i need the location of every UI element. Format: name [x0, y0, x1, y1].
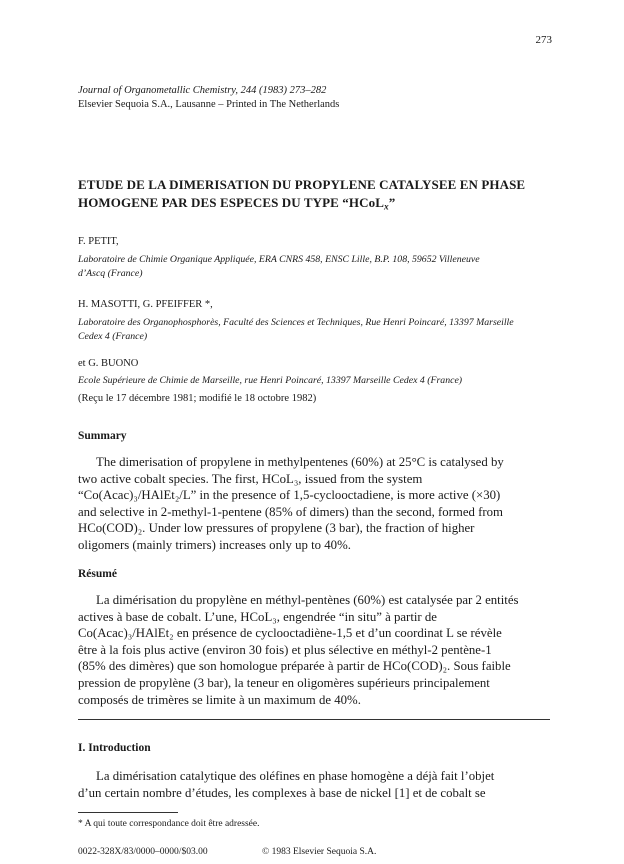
- introduction-heading: I. Introduction: [78, 742, 151, 754]
- introduction-line-2: d’un certain nombre d’études, les complexes à base de nickel [1] et de cobalt se: [78, 785, 486, 800]
- author-1-affiliation: [78, 253, 558, 281]
- resume-body: [78, 592, 550, 708]
- resume-line-6: pression de propylène (3 bar), la teneur en oligomères supérieurs principalement: [78, 675, 490, 690]
- author-2-affiliation-line-1: Laboratoire des Organophosphorès, Faculté des Sciences et Techniques, Rue Henri Poincaré, 13397 Marseille: [78, 317, 514, 328]
- summary-line-6: oligomers (mainly trimers) increases only up to 40%.: [78, 537, 351, 552]
- summary-line-5: HCo(COD)₂. Under low pressures of propylene (3 bar), the fraction of higher: [78, 521, 475, 536]
- journal-publisher: Elsevier Sequoia S.A., Lausanne – Printed in The Netherlands: [78, 99, 340, 110]
- author-2-name: H. MASOTTI, G. PFEIFFER *,: [78, 299, 213, 310]
- resume-heading: Résumé: [78, 568, 117, 580]
- article-title: [78, 176, 558, 216]
- summary-line-4: and selective in 2-methyl-1-pentene (85% of dimers) than the second, formed from: [78, 504, 503, 519]
- summary-line-1: The dimerisation of propylene in methylpentenes (60%) at 25°C is catalysed by: [96, 455, 504, 469]
- author-1-affiliation-line-1: Laboratoire de Chimie Organique Appliquée, ERA CNRS 458, ENSC Lille, B.P. 108, 59652 Villeneuve: [78, 254, 480, 265]
- journal-header: [78, 84, 339, 112]
- title-line-2-text: HOMOGENE PAR DES ESPECES DU TYPE “HCoL: [78, 195, 384, 210]
- footnote-rule: [78, 812, 178, 813]
- author-3-name: et G. BUONO: [78, 358, 139, 369]
- introduction-body: [78, 768, 550, 801]
- footer-code: 0022-328X/83/0000–0000/$03.00: [78, 847, 208, 857]
- received-date: (Reçu le 17 décembre 1981; modifié le 18 octobre 1982): [78, 393, 317, 404]
- resume-line-4: être à la fois plus active (environ 30 fois) et plus sélective en méthyl-2 pentène-1: [78, 642, 492, 657]
- title-subscript: x: [383, 202, 389, 213]
- journal-citation: Journal of Organometallic Chemistry, 244 (1983) 273–282: [78, 85, 327, 96]
- summary-line-2: two active cobalt species. The first, HCoL₃, issued from the system: [78, 471, 423, 486]
- author-2-affiliation: [78, 316, 558, 344]
- title-line-2: [78, 194, 558, 216]
- author-2-affiliation-line-2: Cedex 4 (France): [78, 331, 148, 342]
- resume-line-1: La dimérisation du propylène en méthyl-pentènes (60%) est catalysée par 2 entités: [96, 593, 519, 607]
- author-3-affiliation: [78, 374, 558, 388]
- title-line-2-end: ”: [388, 195, 396, 210]
- title-line-1: ETUDE DE LA DIMERISATION DU PROPYLENE CATALYSEE EN PHASE: [78, 177, 526, 192]
- author-1-affiliation-line-2: d’Ascq (France): [78, 268, 143, 279]
- summary-heading: Summary: [78, 430, 127, 442]
- page-number: 273: [535, 34, 552, 46]
- resume-line-3: Co(Acac)₃/HAlEt₂ en présence de cyclooctadiène-1,5 et d’un coordinat L se révèle: [78, 626, 502, 641]
- introduction-line-1: La dimérisation catalytique des oléfines en phase homogène a déjà fait l’objet: [96, 769, 495, 783]
- footnote: * A qui toute correspondance doit être adressée.: [78, 819, 260, 829]
- footer-copyright: © 1983 Elsevier Sequoia S.A.: [262, 847, 377, 857]
- resume-line-7: composés de trimères se limite à un maximum de 40%.: [78, 692, 361, 707]
- section-divider: [78, 719, 550, 720]
- resume-line-2: actives à base de cobalt. L’une, HCoL₃, engendrée “in situ” à partir de: [78, 609, 437, 624]
- author-1-name: F. PETIT,: [78, 236, 119, 247]
- author-3-affiliation-line-1: Ecole Supérieure de Chimie de Marseille, rue Henri Poincaré, 13397 Marseille Cedex 4 (France): [78, 375, 463, 386]
- summary-body: [78, 454, 550, 554]
- summary-line-3: “Co(Acac)₃/HAlEt₂/L” in the presence of 1,5-cyclooctadiene, is more active (×30): [78, 488, 501, 503]
- resume-line-5: (85% des dimères) que son homologue préparée à partir de HCo(COD)₂. Sous faible: [78, 659, 511, 674]
